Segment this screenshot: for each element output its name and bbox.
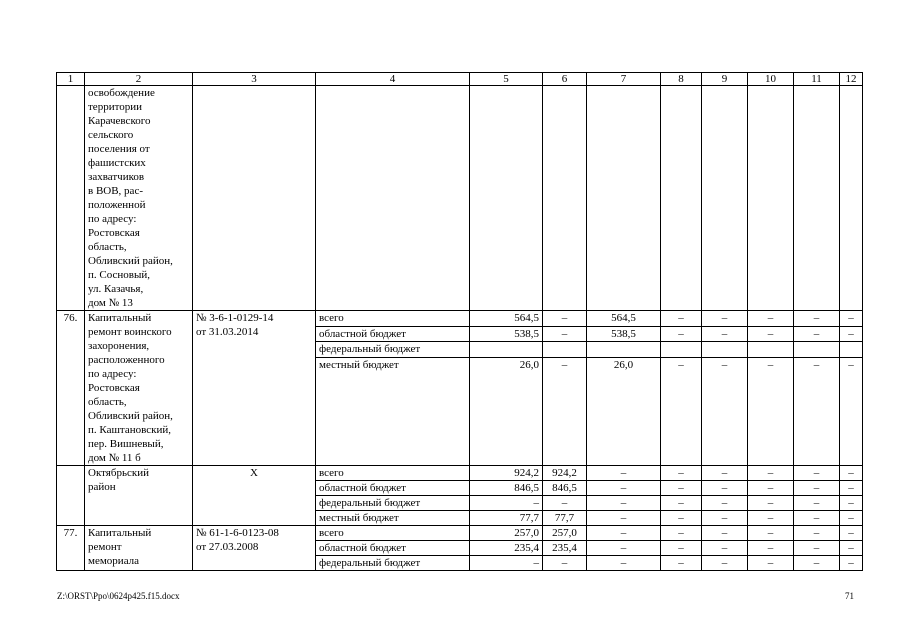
value-cell-c10: –: [748, 526, 794, 541]
value-cell-c12: [840, 342, 863, 358]
value-cell-c8: –: [661, 526, 702, 541]
value-cell-c10: –: [748, 556, 794, 571]
value-cell-c12: –: [840, 511, 863, 526]
funding-source-label: областной бюджет: [316, 326, 470, 342]
value-cell-c12: –: [840, 466, 863, 481]
value-cell-c5: –: [470, 556, 543, 571]
value-cell-c9: –: [702, 511, 748, 526]
value-cell-c8: –: [661, 326, 702, 342]
value-cell-c5: 257,0: [470, 526, 543, 541]
value-cell-c8: [661, 342, 702, 358]
value-cell-c6: –: [543, 326, 587, 342]
value-cell-c10: –: [748, 481, 794, 496]
budget-row: [57, 526, 863, 541]
funding-source-label: областной бюджет: [316, 481, 470, 496]
budget-row: [57, 466, 863, 481]
document-ref: № 3-6-1-0129-14 от 31.03.2014: [193, 311, 316, 466]
value-cell-c8: –: [661, 496, 702, 511]
funding-source-label: федеральный бюджет: [316, 556, 470, 571]
value-cell-c7: –: [587, 481, 661, 496]
value-cell-c10: –: [748, 466, 794, 481]
value-cell-c11: –: [794, 541, 840, 556]
value-cell-c6: –: [543, 357, 587, 465]
funding-source-label: местный бюджет: [316, 357, 470, 465]
header-cell: 4: [316, 73, 470, 86]
value-cell-c6: –: [543, 556, 587, 571]
value-cell-c6: –: [543, 311, 587, 327]
value-cell-c7: –: [587, 511, 661, 526]
header-cell: 11: [794, 73, 840, 86]
footer-file-path: Z:\ORST\Ppo\0624p425.f15.docx: [57, 591, 180, 601]
value-cell-c7: –: [587, 526, 661, 541]
item-number: 76.: [57, 311, 85, 466]
page-number: 71: [845, 591, 854, 601]
value-cell-c5: [470, 342, 543, 358]
value-cell-c5: 924,2: [470, 466, 543, 481]
value-cell-c6: 257,0: [543, 526, 587, 541]
value-cell-c9: –: [702, 541, 748, 556]
value-cell-c5: 77,7: [470, 511, 543, 526]
value-cell-c8: –: [661, 556, 702, 571]
value-cell-c8: –: [661, 311, 702, 327]
value-cell-c12: –: [840, 541, 863, 556]
value-cell-c11: –: [794, 496, 840, 511]
value-cell-c7: 564,5: [587, 311, 661, 327]
object-name: Октябрьский район: [85, 466, 193, 526]
value-cell-c12: –: [840, 481, 863, 496]
value-cell-c11: –: [794, 511, 840, 526]
header-cell: 2: [85, 73, 193, 86]
value-cell-c9: –: [702, 466, 748, 481]
document-ref: Х: [193, 466, 316, 526]
value-cell-c8: –: [661, 511, 702, 526]
object-name: Капитальный ремонт мемориала: [85, 526, 193, 571]
value-cell-c8: –: [661, 481, 702, 496]
funding-source-label: всего: [316, 526, 470, 541]
header-cell: 12: [840, 73, 863, 86]
value-cell-c9: –: [702, 496, 748, 511]
value-cell-c5: 564,5: [470, 311, 543, 327]
value-cell-c11: –: [794, 526, 840, 541]
value-cell-c7: –: [587, 541, 661, 556]
value-cell-c6: 924,2: [543, 466, 587, 481]
budget-row: [57, 311, 863, 327]
value-cell-c6: [543, 342, 587, 358]
funding-source-label: всего: [316, 311, 470, 327]
value-cell-c11: –: [794, 466, 840, 481]
funding-source-label: всего: [316, 466, 470, 481]
value-cell-c12: –: [840, 326, 863, 342]
value-cell-c9: –: [702, 326, 748, 342]
value-cell-c8: –: [661, 357, 702, 465]
value-cell-c10: –: [748, 511, 794, 526]
value-cell-c9: –: [702, 311, 748, 327]
value-cell-c10: –: [748, 311, 794, 327]
header-cell: 7: [587, 73, 661, 86]
item-number: [57, 466, 85, 526]
value-cell-c6: 77,7: [543, 511, 587, 526]
value-cell-c11: –: [794, 357, 840, 465]
funding-source-label: федеральный бюджет: [316, 496, 470, 511]
value-cell-c7: –: [587, 496, 661, 511]
funding-source-label: местный бюджет: [316, 511, 470, 526]
value-cell-c5: –: [470, 496, 543, 511]
header-cell: 10: [748, 73, 794, 86]
value-cell-c7: [587, 342, 661, 358]
value-cell-c11: –: [794, 311, 840, 327]
header-cell: 1: [57, 73, 85, 86]
budget-table: [56, 72, 863, 571]
value-cell-c10: –: [748, 357, 794, 465]
value-cell-c7: 26,0: [587, 357, 661, 465]
value-cell-c5: 538,5: [470, 326, 543, 342]
value-cell-c11: –: [794, 481, 840, 496]
continuation-row: [57, 86, 863, 311]
header-cell: 5: [470, 73, 543, 86]
value-cell-c8: –: [661, 541, 702, 556]
object-name: освобождение территории Карачевского сельского поселения от фашистских захватчиков в ВОВ, рас- положенной по адресу: Ростовская область, Обливский район, п. Сосновый, ул. Казачья, дом № 13: [85, 86, 193, 311]
value-cell-c12: –: [840, 496, 863, 511]
value-cell-c11: –: [794, 326, 840, 342]
value-cell-c9: –: [702, 556, 748, 571]
value-cell-c7: –: [587, 556, 661, 571]
value-cell-c11: [794, 342, 840, 358]
value-cell-c10: –: [748, 496, 794, 511]
value-cell-c10: [748, 342, 794, 358]
value-cell-c7: 538,5: [587, 326, 661, 342]
value-cell-c12: –: [840, 526, 863, 541]
value-cell-c10: –: [748, 326, 794, 342]
value-cell-c9: [702, 342, 748, 358]
value-cell-c6: 235,4: [543, 541, 587, 556]
value-cell-c5: 235,4: [470, 541, 543, 556]
header-cell: 9: [702, 73, 748, 86]
funding-source-label: областной бюджет: [316, 541, 470, 556]
value-cell-c5: 846,5: [470, 481, 543, 496]
value-cell-c7: –: [587, 466, 661, 481]
header-cell: 3: [193, 73, 316, 86]
value-cell-c6: –: [543, 496, 587, 511]
funding-source-label: федеральный бюджет: [316, 342, 470, 358]
value-cell-c9: –: [702, 481, 748, 496]
value-cell-c10: –: [748, 541, 794, 556]
header-row: [57, 73, 863, 86]
value-cell-c11: –: [794, 556, 840, 571]
header-cell: 8: [661, 73, 702, 86]
item-number: 77.: [57, 526, 85, 571]
value-cell-c6: 846,5: [543, 481, 587, 496]
document-ref: № 61-1-6-0123-08 от 27.03.2008: [193, 526, 316, 571]
value-cell-c9: –: [702, 357, 748, 465]
value-cell-c5: 26,0: [470, 357, 543, 465]
value-cell-c12: –: [840, 311, 863, 327]
value-cell-c8: –: [661, 466, 702, 481]
object-name: Капитальный ремонт воинского захоронения, расположенного по адресу: Ростовская область, Обливский район, п. Каштановский, пер. Вишневый, дом № 11 б: [85, 311, 193, 466]
value-cell-c12: –: [840, 556, 863, 571]
value-cell-c12: –: [840, 357, 863, 465]
value-cell-c9: –: [702, 526, 748, 541]
header-cell: 6: [543, 73, 587, 86]
